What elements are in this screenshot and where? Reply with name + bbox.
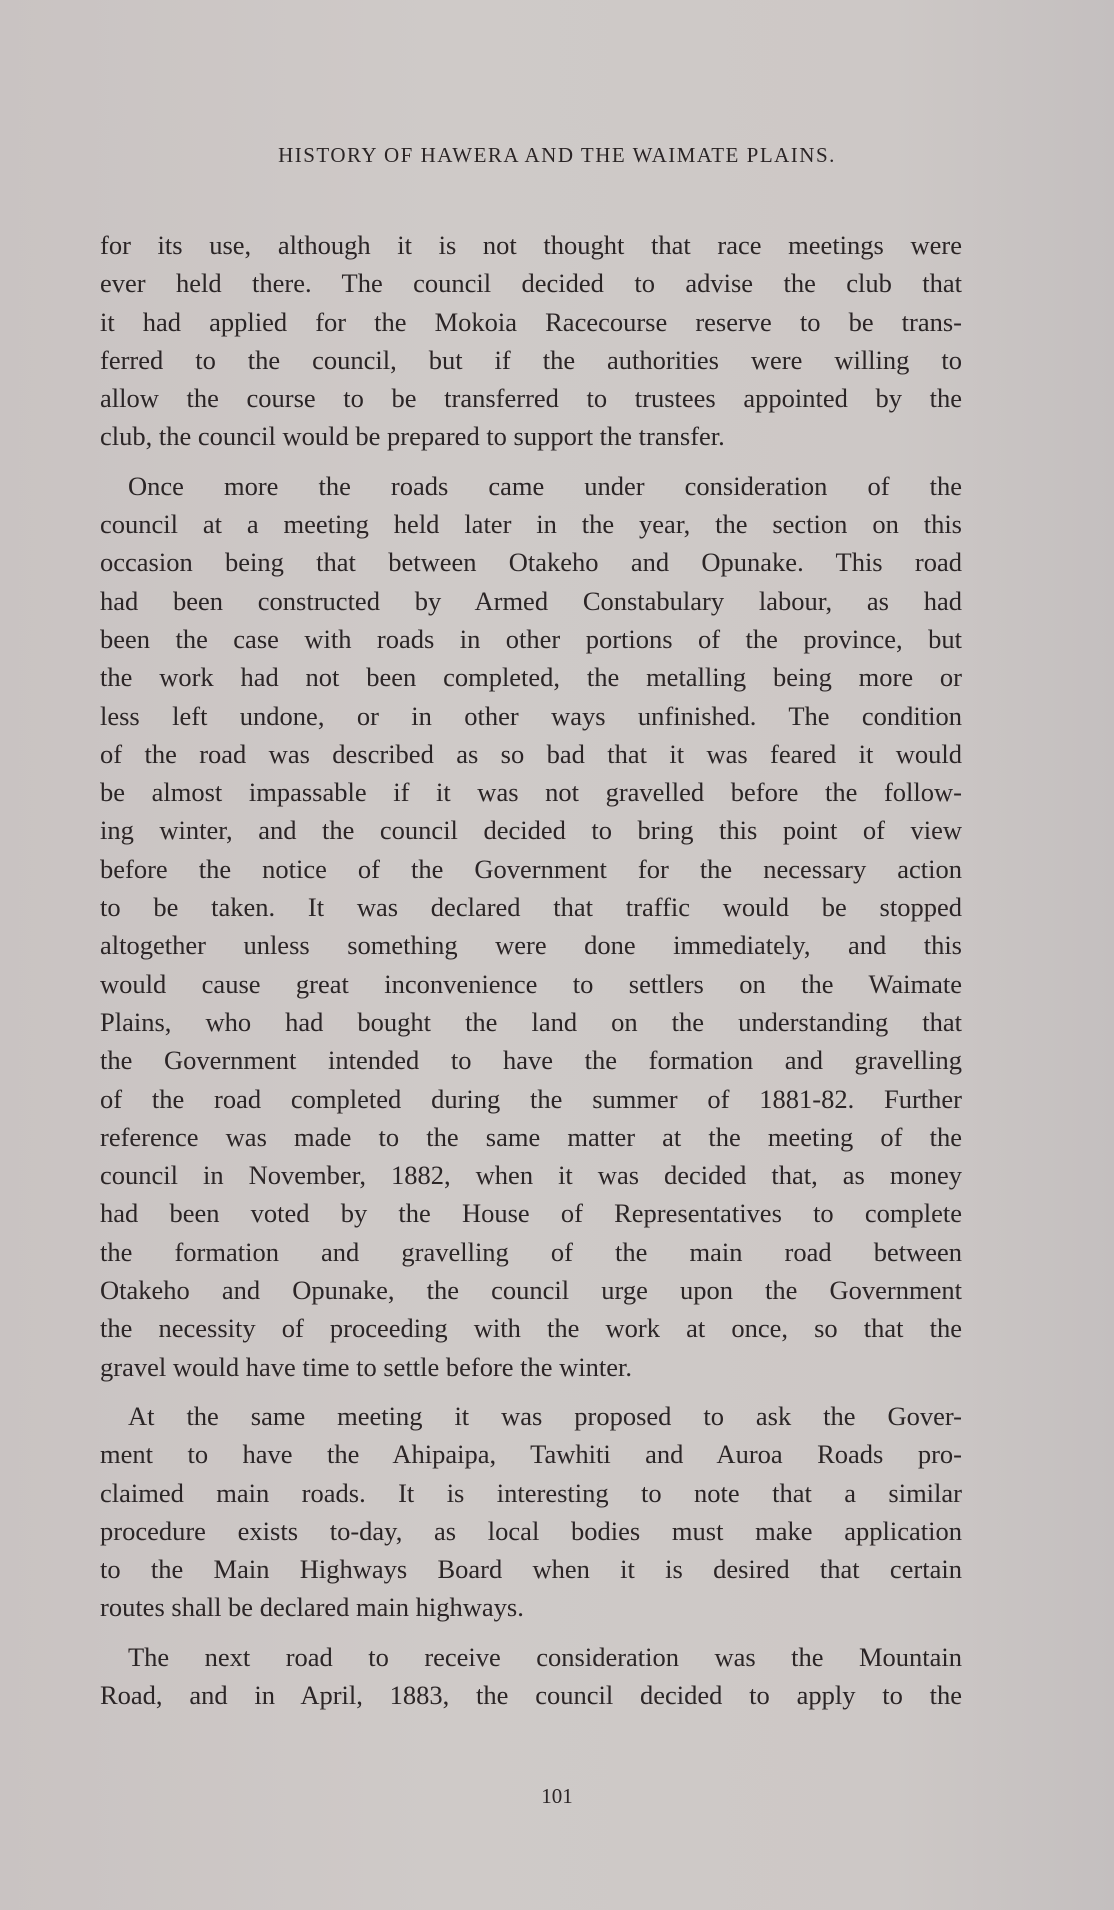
text-line: Road, and in April, 1883, the council decided to apply to the xyxy=(100,1679,962,1710)
text-line: it had applied for the Mokoia Racecourse reserve to be trans- xyxy=(100,306,962,337)
text-line: less left undone, or in other ways unfinished. The condition xyxy=(100,700,962,731)
text-line: routes shall be declared main highways. xyxy=(100,1592,524,1623)
text-line: the work had not been completed, the metalling being more or xyxy=(100,662,962,693)
text-line: ferred to the council, but if the authorities were willing to xyxy=(100,344,962,375)
paragraph xyxy=(100,1397,962,1627)
text-line: had been voted by the House of Representatives to complete xyxy=(100,1198,962,1229)
text-line: ment to have the Ahipaipa, Tawhiti and Auroa Roads pro- xyxy=(100,1439,962,1470)
paragraph xyxy=(100,1638,962,1715)
text-line: Plains, who had bought the land on the understanding that xyxy=(100,1006,962,1037)
running-header: HISTORY OF HAWERA AND THE WAIMATE PLAINS. xyxy=(278,143,836,167)
text-line: At the same meeting it was proposed to ask the Gover- xyxy=(128,1400,962,1431)
paragraph xyxy=(100,467,962,1386)
text-line: of the road completed during the summer of 1881-82. Further xyxy=(100,1083,962,1114)
text-line: be almost impassable if it was not gravelled before the follow- xyxy=(100,777,962,808)
text-line: ever held there. The council decided to advise the club that xyxy=(100,268,962,299)
text-line: the Government intended to have the formation and gravelling xyxy=(100,1045,962,1076)
text-line: to the Main Highways Board when it is desired that certain xyxy=(100,1554,962,1585)
text-line: council in November, 1882, when it was decided that, as money xyxy=(100,1160,962,1191)
text-line: club, the council would be prepared to support the transfer. xyxy=(100,421,725,452)
text-line: allow the course to be transferred to trustees appointed by the xyxy=(100,383,962,414)
text-line: altogether unless something were done immediately, and this xyxy=(100,930,962,961)
text-line: Otakeho and Opunake, the council urge upon the Government xyxy=(100,1275,962,1306)
text-line: of the road was described as so bad that it was feared it would xyxy=(100,738,962,769)
paragraph xyxy=(100,226,962,456)
text-line: had been constructed by Armed Constabulary labour, as had xyxy=(100,585,962,616)
text-line: procedure exists to-day, as local bodies must make application xyxy=(100,1515,962,1546)
text-line: been the case with roads in other portions of the province, but xyxy=(100,623,962,654)
text-line: council at a meeting held later in the year, the section on this xyxy=(100,509,962,540)
text-line: to be taken. It was declared that traffic would be stopped xyxy=(100,892,962,923)
text-line: claimed main roads. It is interesting to note that a similar xyxy=(100,1477,962,1508)
text-line: the necessity of proceeding with the work at once, so that the xyxy=(100,1313,962,1344)
body-text xyxy=(100,226,962,1725)
text-line: for its use, although it is not thought that race meetings were xyxy=(100,230,962,260)
page-number: 101 xyxy=(541,1784,573,1808)
text-line: would cause great inconvenience to settlers on the Waimate xyxy=(100,968,962,999)
text-line: The next road to receive consideration was the Mountain xyxy=(128,1641,962,1672)
text-line: occasion being that between Otakeho and Opunake. This road xyxy=(100,547,962,578)
text-line: before the notice of the Government for the necessary action xyxy=(100,853,962,884)
text-line: the formation and gravelling of the main road between xyxy=(100,1236,962,1267)
text-line: ing winter, and the council decided to bring this point of view xyxy=(100,815,962,846)
text-line: gravel would have time to settle before the winter. xyxy=(100,1351,633,1382)
text-line: Once more the roads came under consideration of the xyxy=(128,470,962,501)
text-line: reference was made to the same matter at the meeting of the xyxy=(100,1121,962,1152)
